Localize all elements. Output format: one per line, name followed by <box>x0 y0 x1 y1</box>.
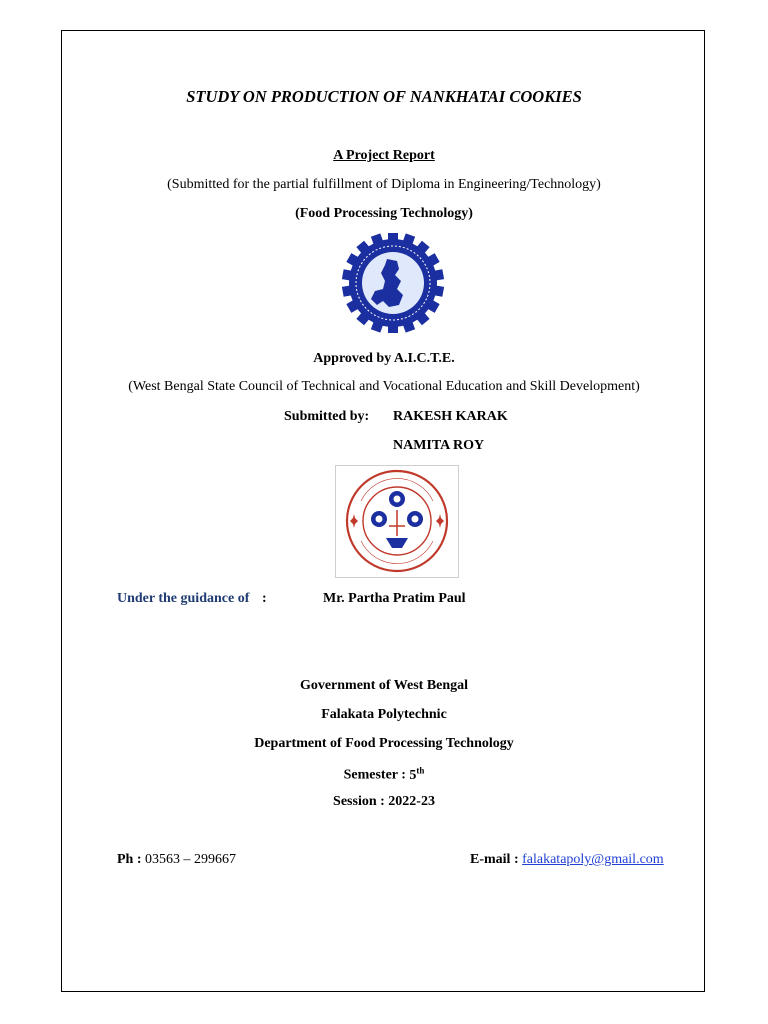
phone-value: 03563 – 299667 <box>145 852 236 867</box>
polytechnic-logo <box>335 465 459 578</box>
department-name: Department of Food Processing Technology <box>254 736 514 751</box>
wbscte-seal-logo <box>333 233 453 333</box>
guide-name: Mr. Partha Pratim Paul <box>323 591 466 606</box>
government-name: Government of West Bengal <box>299 678 469 693</box>
guidance-label: Under the guidance of <box>117 591 250 606</box>
student-name-2: NAMITA ROY <box>393 438 485 453</box>
council-name: (West Bengal State Council of Technical and Vocational Education and Skill Development) <box>128 379 640 394</box>
approval-text: Approved by A.I.C.T.E. <box>313 351 455 366</box>
semester-suffix: th <box>416 765 425 775</box>
discipline: (Food Processing Technology) <box>295 206 473 221</box>
submitted-by-label: Submitted by: <box>284 409 370 424</box>
polytechnic-logo-graphic <box>336 466 458 577</box>
phone-label: Ph : <box>117 852 142 867</box>
report-type: A Project Report <box>333 148 435 163</box>
report-title: STUDY ON PRODUCTION OF NANKHATAI COOKIES <box>186 87 582 106</box>
semester-value: 5th <box>409 765 425 783</box>
student-name-1: RAKESH KARAK <box>393 409 508 424</box>
session-label: Session : <box>333 794 385 809</box>
email-link[interactable]: falakatapoly@gmail.com <box>522 852 664 867</box>
phone-line <box>117 852 236 868</box>
guidance-colon: : <box>262 591 267 606</box>
semester-label: Semester : <box>343 767 406 783</box>
session-line <box>0 794 768 810</box>
email-label: E-mail : <box>470 852 519 867</box>
institute-name: Falakata Polytechnic <box>321 707 447 722</box>
session-value: 2022-23 <box>388 794 435 809</box>
semester-line <box>0 765 768 784</box>
email-line <box>470 852 664 868</box>
submission-note: (Submitted for the partial fulfillment of Diploma in Engineering/Technology) <box>167 177 601 192</box>
